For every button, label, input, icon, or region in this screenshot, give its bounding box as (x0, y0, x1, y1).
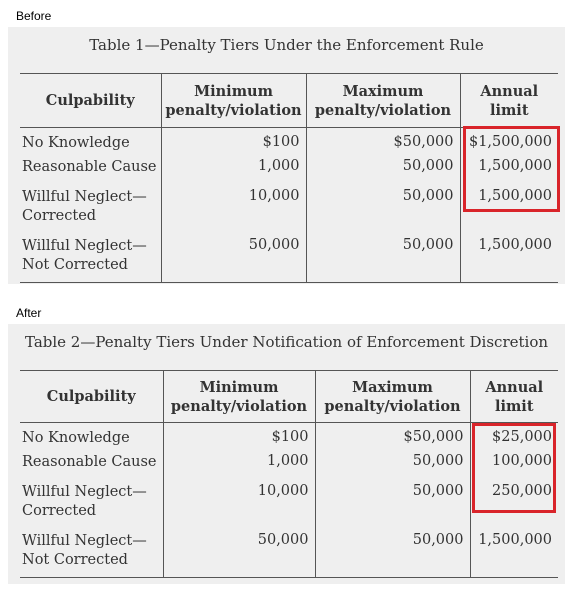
row-max: 50,000 (306, 158, 460, 188)
row-culpability (20, 188, 161, 237)
header-max-l2: penalty/violation (314, 101, 452, 119)
after-highlight-box (472, 423, 556, 513)
header-max-l2: penalty/violation (324, 397, 461, 415)
row-culpability-l1: Willful Neglect— (22, 188, 147, 205)
header-culpability: Culpability (20, 74, 161, 128)
header-culpability: Culpability (20, 371, 163, 423)
row-culpability: Reasonable Cause (22, 158, 157, 175)
header-max (306, 74, 460, 128)
header-min-l2: penalty/violation (170, 397, 308, 415)
row-max: $50,000 (315, 423, 470, 453)
row-culpability: Reasonable Cause (22, 453, 157, 470)
row-min: 50,000 (163, 532, 315, 578)
header-annual-l2: limit (489, 101, 529, 119)
header-max-l1: Maximum (342, 82, 424, 100)
header-max (315, 371, 470, 423)
row-min: $100 (161, 128, 306, 158)
header-annual (470, 371, 558, 423)
row-max: 50,000 (315, 532, 470, 578)
row-max: 50,000 (306, 237, 460, 283)
header-max-l1: Maximum (352, 378, 433, 396)
row-culpability-l2: Not Corrected (22, 256, 128, 273)
row-annual: $25,000 (470, 423, 558, 453)
row-min: 10,000 (163, 483, 315, 532)
row-culpability: No Knowledge (22, 430, 130, 446)
row-min: $100 (163, 423, 315, 453)
row-max: 50,000 (315, 453, 470, 483)
row-culpability: No Knowledge (22, 135, 130, 151)
row-min: 50,000 (161, 237, 306, 283)
row-culpability (20, 532, 163, 578)
table-row (20, 532, 558, 578)
header-min-l2: penalty/violation (165, 101, 302, 119)
row-max: 50,000 (315, 483, 470, 532)
row-annual: $1,500,000 (460, 128, 558, 158)
row-culpability-l1: Willful Neglect— (22, 483, 147, 500)
before-label: Before (16, 9, 52, 23)
row-annual: 1,500,000 (460, 237, 558, 283)
row-annual: 100,000 (470, 453, 558, 483)
header-min-l1: Minimum (194, 82, 273, 100)
header-annual-l1: Annual (485, 378, 544, 396)
header-min (163, 371, 315, 423)
row-annual: 1,500,000 (460, 158, 558, 188)
header-annual-l1: Annual (480, 82, 539, 100)
row-culpability (20, 237, 161, 283)
row-culpability (20, 483, 163, 532)
row-annual: 250,000 (470, 483, 558, 532)
row-culpability-l2: Not Corrected (22, 551, 128, 568)
after-label: After (16, 306, 42, 320)
header-min (161, 74, 306, 128)
row-culpability-l1: Willful Neglect— (22, 237, 147, 254)
row-culpability-l2: Corrected (22, 502, 97, 519)
row-min: 10,000 (161, 188, 306, 237)
header-min-l1: Minimum (199, 378, 279, 396)
row-max: $50,000 (306, 128, 460, 158)
row-min: 1,000 (163, 453, 315, 483)
header-annual-l2: limit (494, 397, 534, 415)
before-table-title: Table 1—Penalty Tiers Under the Enforcement Rule (89, 36, 484, 54)
row-culpability-l1: Willful Neglect— (22, 532, 147, 549)
before-highlight-box (463, 126, 560, 212)
after-table-title: Table 2—Penalty Tiers Under Notification of Enforcement Discretion (24, 333, 549, 351)
row-max: 50,000 (306, 188, 460, 237)
row-annual: 1,500,000 (460, 188, 558, 237)
row-min: 1,000 (161, 158, 306, 188)
row-culpability-l2: Corrected (22, 207, 97, 224)
header-annual (460, 74, 558, 128)
table-row (20, 237, 558, 283)
row-annual: 1,500,000 (470, 532, 558, 578)
